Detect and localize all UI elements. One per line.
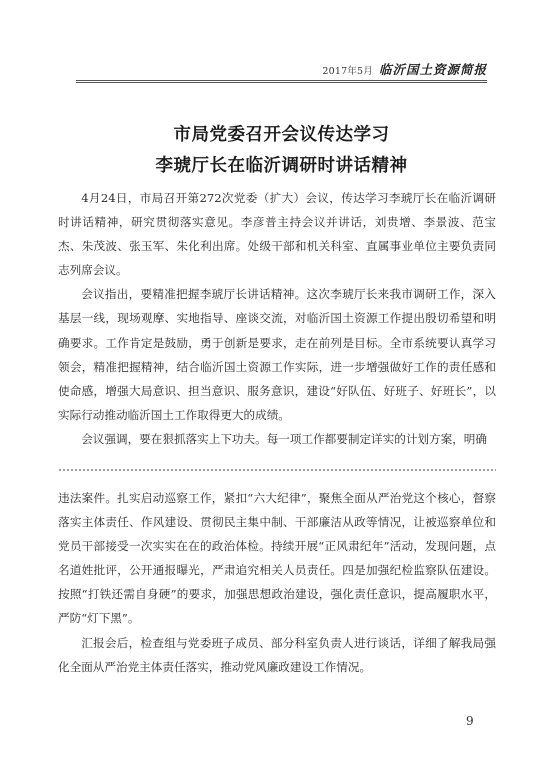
issue-date: 2017年5月	[322, 66, 373, 77]
paragraph-meeting-points: 会议指出，要精准把握李琥厅长讲话精神。这次李琥厅长来我市调研工作，深入基层一线，现场观摩、实地指导、座谈交流，对临沂国土资源工作提出殷切希望和明确要求。工作肯定是鼓励，勇于创新是要求，走在前列是目标。全市系统要认真学习领会，精准把握精神，结合临沂国土资源工作实际，进一步增强做好工作的责任感和使命感，增强大局意识、担当意识、服务意识，建设“好队伍、好班子、好班长”，以实际行动推动临沂国土工作取得更大的成绩。	[58, 287, 496, 422]
page-number: 9	[466, 714, 474, 728]
paragraph-meeting-intro: 4月24日，市局召开第272次党委（扩大）会议，传达学习李琥厅长在临沂调研时讲话精神，研究贯彻落实意见。李彦普主持会议并讲话，刘贵增、李景波、范宝杰、朱茂波、张玉军、朱化利出席。处级干部和机关科室、直属事业单位主要负责同志列席会议。	[58, 191, 496, 278]
article-title-line-2: 李琥厅长在临沂调研时讲话精神	[155, 156, 408, 176]
running-header	[322, 60, 487, 78]
paragraph-continuation: 违法案件。扎实启动巡察工作，紧扣“六大纪律”，聚焦全面从严治党这个核心，督察落实主体责任、作风建设、贯彻民主集中制、干部廉洁从政等情况，让被巡察单位和党员干部接受一次实实在在的政治体检。持续开展“正风肃纪年”活动，发现问题，点名道姓批评，公开通报曝光，严肃追究相关人员责任。四是加强纪检监察队伍建设。按照“打铁还需自身硬”的要求，加强思想政治建设，强化责任意识，提高履职水平，严防“灯下黑”。	[58, 491, 496, 626]
article-body-bottom	[58, 486, 496, 679]
paragraph-closing: 汇报会后，检查组与党委班子成员、部分科室负责人进行谈话，详细了解我局强化全面从严治党主体责任落实，推动党风廉政建设工作情况。	[58, 635, 496, 674]
publication-title: 临沂国土资源简报	[378, 62, 487, 77]
header-rule	[76, 80, 487, 81]
article-body-top	[58, 186, 496, 451]
article-title-line-1: 市局党委召开会议传达学习	[173, 125, 390, 145]
header-rule-secondary	[76, 82, 487, 83]
paragraph-meeting-emphasis: 会议强调，要在狠抓落实上下功夫。每一项工作都要制定详实的计划方案，明确	[81, 431, 487, 446]
dotted-section-divider	[58, 469, 496, 471]
